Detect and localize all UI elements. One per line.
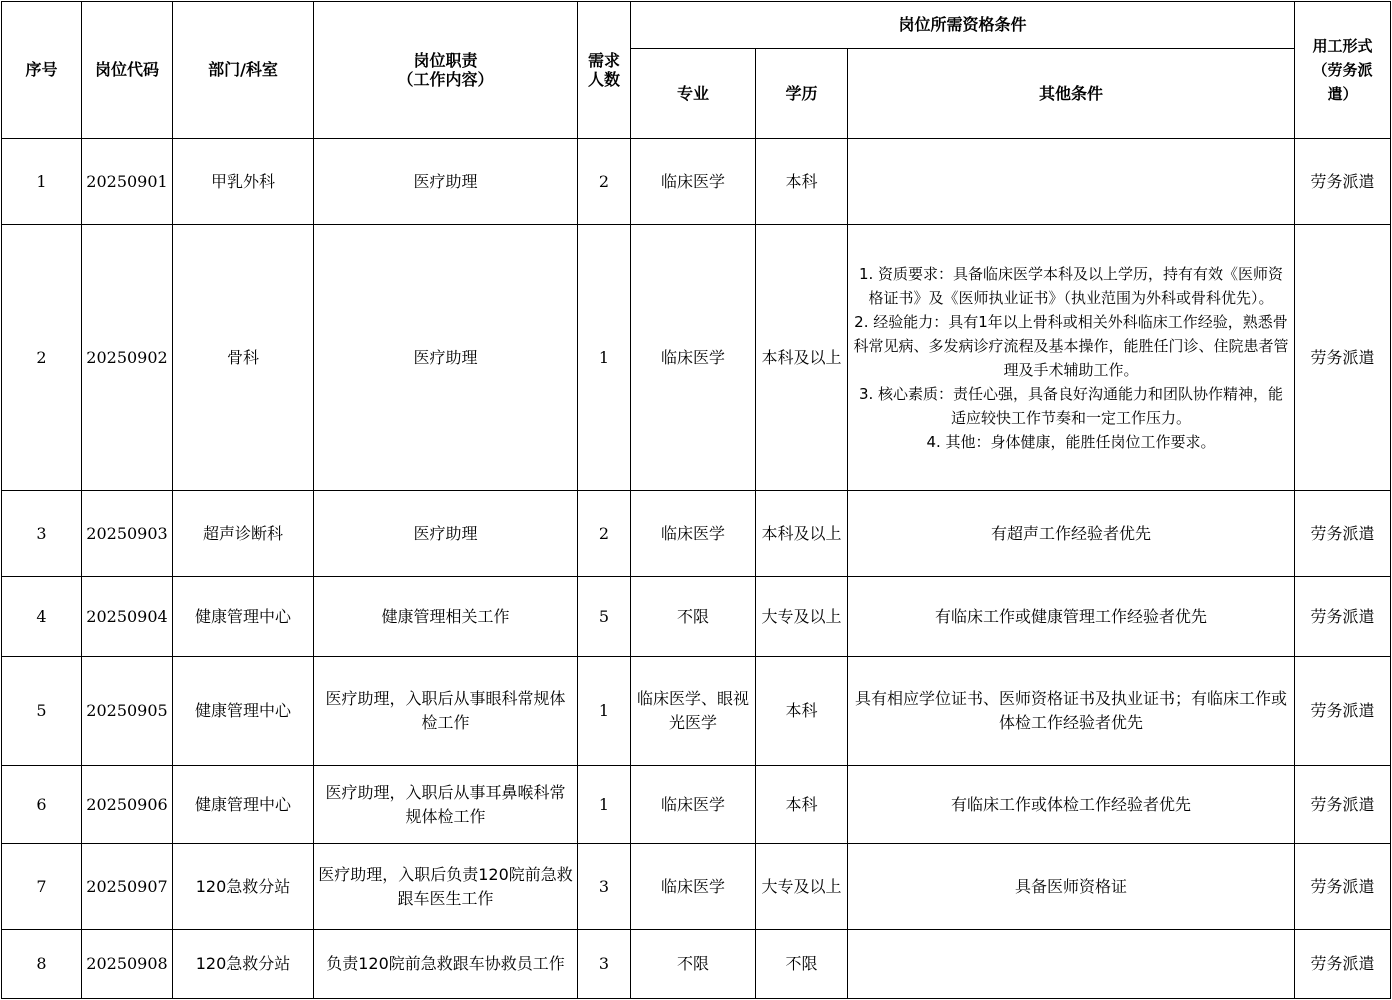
cell-dept: 甲乳外科	[173, 139, 314, 225]
table-row	[2, 844, 1391, 930]
cell-seq: 4	[2, 577, 82, 657]
cell-employment-type: 劳务派遣	[1295, 930, 1391, 999]
cell-code: 20250901	[82, 139, 173, 225]
table-row	[2, 657, 1391, 766]
header-other: 其他条件	[848, 49, 1295, 139]
cell-count: 2	[578, 139, 631, 225]
header-seq: 序号	[2, 2, 82, 139]
cell-count: 5	[578, 577, 631, 657]
cell-education: 本科	[756, 657, 848, 766]
cell-education: 大专及以上	[756, 577, 848, 657]
cell-education: 不限	[756, 930, 848, 999]
cell-other: 具备医师资格证	[848, 844, 1295, 930]
cell-dept: 120急救分站	[173, 844, 314, 930]
cell-other: 有超声工作经验者优先	[848, 491, 1295, 577]
cell-seq: 1	[2, 139, 82, 225]
cell-major: 临床医学	[631, 491, 756, 577]
cell-duty: 医疗助理	[314, 139, 578, 225]
cell-employment-type: 劳务派遣	[1295, 844, 1391, 930]
header-count: 需求 人数	[578, 2, 631, 139]
cell-employment-type: 劳务派遣	[1295, 139, 1391, 225]
cell-employment-type: 劳务派遣	[1295, 491, 1391, 577]
cell-duty: 医疗助理	[314, 491, 578, 577]
cell-count: 3	[578, 930, 631, 999]
cell-education: 本科	[756, 139, 848, 225]
cell-education: 本科及以上	[756, 491, 848, 577]
table-row	[2, 491, 1391, 577]
cell-major: 临床医学、眼视光医学	[631, 657, 756, 766]
cell-code: 20250902	[82, 225, 173, 491]
header-duty: 岗位职责 （工作内容）	[314, 2, 578, 139]
cell-seq: 6	[2, 766, 82, 844]
cell-major: 临床医学	[631, 225, 756, 491]
cell-seq: 5	[2, 657, 82, 766]
cell-duty: 医疗助理，入职后负责120院前急救跟车医生工作	[314, 844, 578, 930]
table-row	[2, 766, 1391, 844]
cell-employment-type: 劳务派遣	[1295, 766, 1391, 844]
cell-other: 有临床工作或体检工作经验者优先	[848, 766, 1295, 844]
cell-code: 20250905	[82, 657, 173, 766]
cell-code: 20250906	[82, 766, 173, 844]
cell-count: 1	[578, 657, 631, 766]
cell-major: 临床医学	[631, 139, 756, 225]
cell-other: 有临床工作或健康管理工作经验者优先	[848, 577, 1295, 657]
table-row	[2, 930, 1391, 999]
table-row	[2, 139, 1391, 225]
cell-code: 20250904	[82, 577, 173, 657]
cell-other: 1. 资质要求：具备临床医学本科及以上学历，持有有效《医师资格证书》及《医师执业证书》（执业范围为外科或骨科优先）。 2. 经验能力：具有1年以上骨科或相关外科临床工作经验，熟悉骨科常见病、多发病诊疗流程及基本操作，能胜任门诊、住院患者管理及手术辅助工作。 3. 核心素质：责任心强，具备良好沟通能力和团队协作精神，能适应较快工作节奏和一定工作压力。 4. 其他：身体健康，能胜任岗位工作要求。	[848, 225, 1295, 491]
header-education: 学历	[756, 49, 848, 139]
cell-duty: 医疗助理	[314, 225, 578, 491]
cell-count: 1	[578, 225, 631, 491]
header-employment-type: 用工形式 （劳务派 遣）	[1295, 2, 1391, 139]
table-row	[2, 225, 1391, 491]
cell-major: 不限	[631, 930, 756, 999]
cell-seq: 7	[2, 844, 82, 930]
cell-count: 3	[578, 844, 631, 930]
cell-seq: 2	[2, 225, 82, 491]
cell-other: 具有相应学位证书、医师资格证书及执业证书；有临床工作或体检工作经验者优先	[848, 657, 1295, 766]
cell-employment-type: 劳务派遣	[1295, 577, 1391, 657]
cell-duty: 健康管理相关工作	[314, 577, 578, 657]
cell-employment-type: 劳务派遣	[1295, 657, 1391, 766]
cell-seq: 3	[2, 491, 82, 577]
cell-major: 临床医学	[631, 844, 756, 930]
cell-seq: 8	[2, 930, 82, 999]
header-major: 专业	[631, 49, 756, 139]
cell-dept: 健康管理中心	[173, 577, 314, 657]
cell-dept: 超声诊断科	[173, 491, 314, 577]
cell-dept: 健康管理中心	[173, 766, 314, 844]
recruitment-table	[1, 1, 1391, 999]
table-row	[2, 577, 1391, 657]
cell-major: 临床医学	[631, 766, 756, 844]
cell-count: 1	[578, 766, 631, 844]
cell-dept: 健康管理中心	[173, 657, 314, 766]
cell-code: 20250903	[82, 491, 173, 577]
cell-code: 20250908	[82, 930, 173, 999]
header-qualifications: 岗位所需资格条件	[631, 2, 1295, 49]
cell-major: 不限	[631, 577, 756, 657]
cell-education: 本科	[756, 766, 848, 844]
cell-employment-type: 劳务派遣	[1295, 225, 1391, 491]
cell-other	[848, 930, 1295, 999]
header-dept: 部门/科室	[173, 2, 314, 139]
cell-dept: 骨科	[173, 225, 314, 491]
cell-education: 本科及以上	[756, 225, 848, 491]
cell-education: 大专及以上	[756, 844, 848, 930]
cell-duty: 医疗助理，入职后从事眼科常规体检工作	[314, 657, 578, 766]
cell-other	[848, 139, 1295, 225]
cell-duty: 医疗助理，入职后从事耳鼻喉科常规体检工作	[314, 766, 578, 844]
cell-code: 20250907	[82, 844, 173, 930]
cell-duty: 负责120院前急救跟车协救员工作	[314, 930, 578, 999]
header-code: 岗位代码	[82, 2, 173, 139]
cell-count: 2	[578, 491, 631, 577]
header-row-1	[2, 2, 1391, 49]
cell-dept: 120急救分站	[173, 930, 314, 999]
